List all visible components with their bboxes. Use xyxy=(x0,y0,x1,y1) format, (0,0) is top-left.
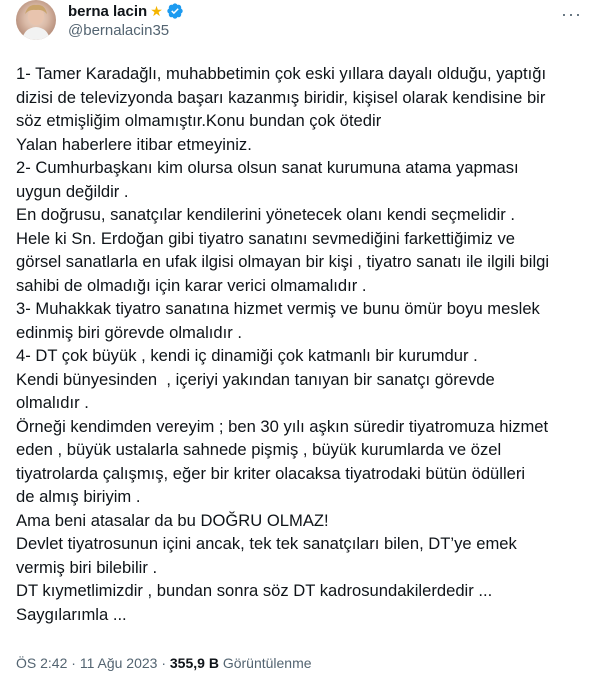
tweet-line: görsel sanatlarla en ufak ilgisi olmayan bir kişi , tiyatro sanatı ile ilgili bilgi xyxy=(16,252,550,271)
tweet-line: Kendi bünyesinden , içeriyi yakından tanıyan bir sanatçı görevde xyxy=(16,369,495,389)
tweet-date[interactable]: 11 Ağu 2023 xyxy=(79,655,158,671)
tweet-text xyxy=(16,62,584,626)
tweet-line: Örneği kendimden vereyim ; ben 30 yılı aşkın süredir tiyatromuza hizmet xyxy=(16,416,549,436)
tweet-time[interactable]: ÖS 2:42 xyxy=(16,655,68,671)
tweet-line: 1- Tamer Karadağlı, muhabbetimin çok eski yıllara dayalı olduğu, yaptığı xyxy=(16,64,547,83)
tweet-line: söz etmişliğim olmamıştır.Konu bundan çok ötedir xyxy=(16,111,382,130)
tweet-line: sahibi de olmadığı için karar verici olmamalıdır . xyxy=(16,275,367,295)
tweet-line: dizisi de televizyonda başarı kazanmış biridir, kişisel olarak kendisine bir xyxy=(16,87,546,107)
author-avatar[interactable] xyxy=(16,0,56,40)
tweet-line: edinmiş biri görevde olmalıdır . xyxy=(16,322,242,342)
tweet-line: Devlet tiyatrosunun içini ancak, tek tek sanatçıları bilen, DT’ye emek xyxy=(16,534,517,553)
tweet-line: olmalıdır . xyxy=(16,393,89,412)
tweet-metadata xyxy=(16,655,312,671)
tweet-line: Saygılarımla ... xyxy=(16,604,127,624)
author-name[interactable]: berna lacin xyxy=(68,2,148,20)
view-count-label: Görüntülenme xyxy=(218,655,312,671)
tweet-line: vermiş biri bilebilir . xyxy=(16,557,158,577)
more-options-button[interactable]: ··· xyxy=(561,4,582,24)
tweet-line: 4- DT çok büyük , kendi iç dinamiği çok katmanlı bir kurumdur . xyxy=(16,346,478,365)
tweet-header xyxy=(16,0,584,60)
tweet-line: 2- Cumhurbaşkanı kim olursa olsun sanat kurumuna atama yapması xyxy=(16,158,519,177)
tweet-line: Ama beni atasalar da bu DOĞRU OLMAZ! xyxy=(16,510,329,530)
star-emoji-icon: ★ xyxy=(150,3,163,19)
author-handle[interactable]: @bernalacin35 xyxy=(68,22,170,39)
tweet-line: 3- Muhakkak tiyatro sanatına hizmet vermiş ve bunu ömür boyu meslek xyxy=(16,299,540,318)
tweet-line: de almış biriyim . xyxy=(16,487,141,506)
tweet-line: eden , büyük ustalarla sahnede pişmiş , büyük kurumlarda ve özel xyxy=(16,440,502,459)
tweet-line: Yalan haberlere itibar etmeyiniz. xyxy=(16,134,252,154)
author-name-row xyxy=(68,0,184,22)
view-count: 355,9 B xyxy=(169,655,219,671)
avatar-face-icon xyxy=(16,0,56,40)
meta-separator: · xyxy=(67,655,80,671)
tweet-line: uygun değildir . xyxy=(16,181,129,201)
tweet-line: En doğrusu, sanatçılar kendilerini yönetecek olanı kendi seçmelidir . xyxy=(16,205,516,224)
tweet-line: DT kıymetlimizdir , bundan sonra söz DT kadrosundakilerdedir ... xyxy=(16,581,493,600)
meta-separator: · xyxy=(157,655,170,671)
tweet-line: Hele ki Sn. Erdoğan gibi tiyatro sanatını sevmediğini farkettiğimiz ve xyxy=(16,228,515,248)
verified-badge-icon xyxy=(166,2,184,20)
tweet-line: tiyatrolarda çalışmış, eğer bir kriter olacaksa tiyatrodaki bütün ödülleri xyxy=(16,463,526,483)
